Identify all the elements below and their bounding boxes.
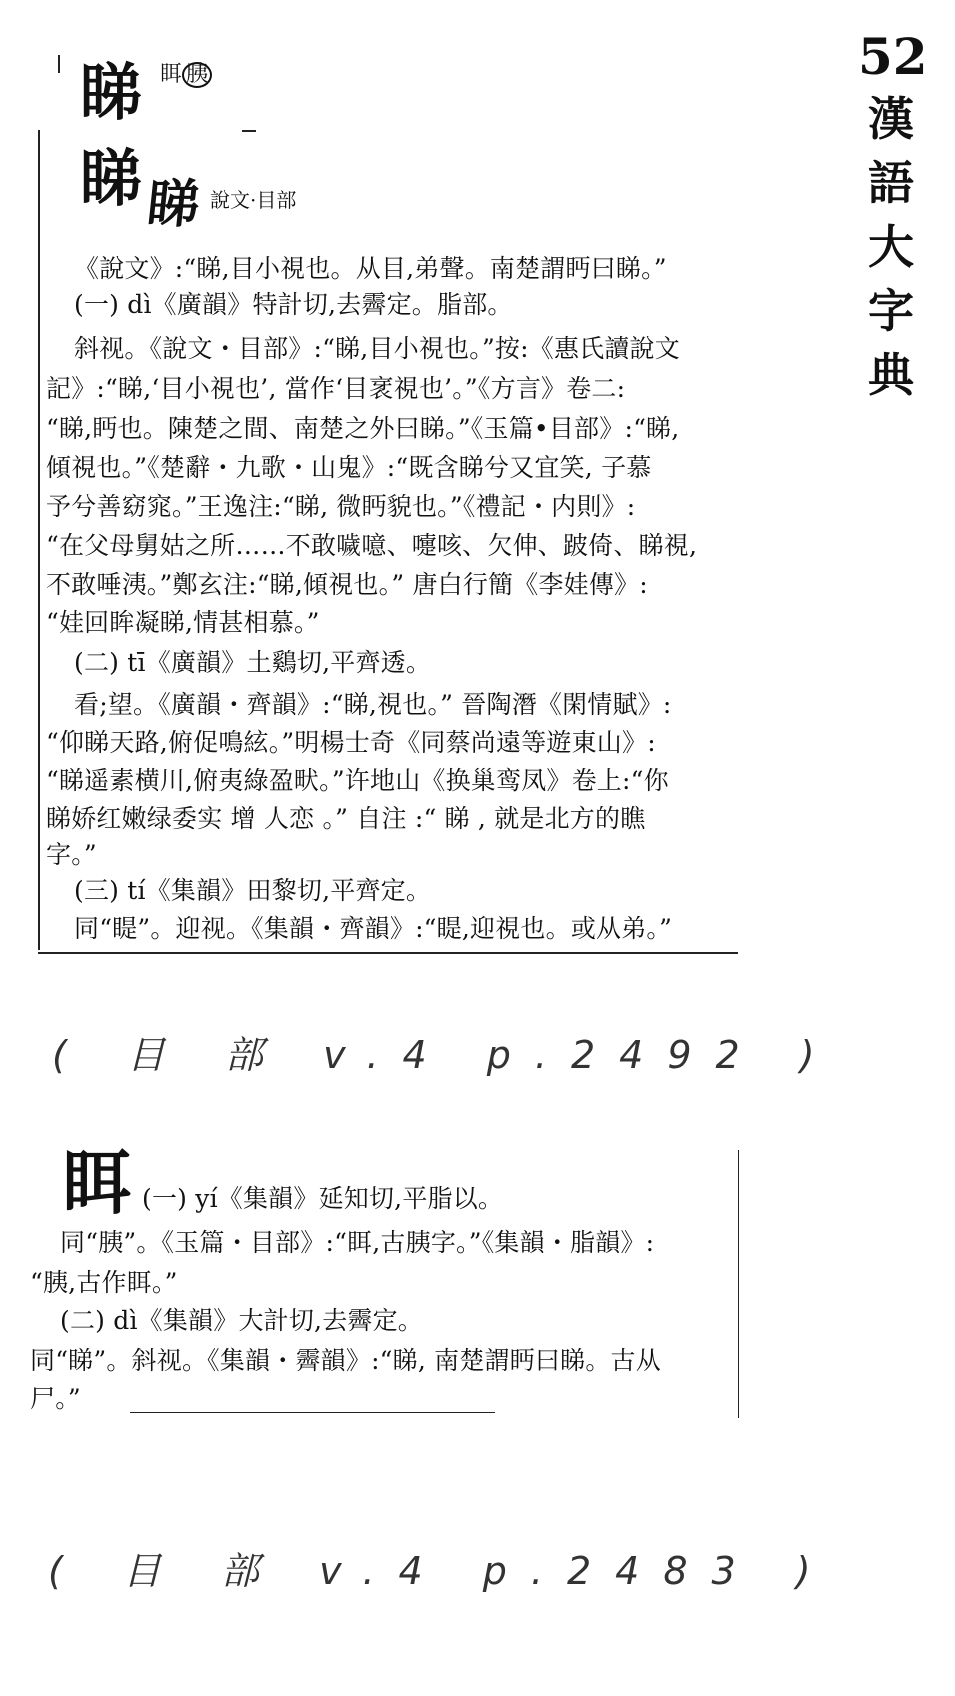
entry1-line-18: 同“睼”。迎视。《集韻・齊韻》:“睼,迎視也。或从弟。” (74, 914, 673, 943)
side-title-char-1: 漢 (868, 92, 914, 146)
side-title-char-4: 字 (868, 284, 914, 338)
entry1-variant-plain: 眲 (160, 62, 183, 87)
entry2-line-6: 尸。” (30, 1384, 81, 1413)
entry1-left-border-long (38, 130, 40, 950)
entry2-right-border (738, 1150, 739, 1418)
entry1-handwritten-reference: ( 目 部 v.4 p.2492 ) (52, 1033, 839, 1077)
entry1-variant-note (160, 62, 212, 88)
entry2-handwritten-reference: ( 目 部 v.4 p.2483 ) (48, 1549, 835, 1593)
entry2-line-2: 同“胰”。《玉篇・目部》:“眲,古胰字。”《集韻・脂韻》: (60, 1228, 655, 1257)
entry1-line-13: “仰睇天路,俯促鳴絃。”明楊士奇《同蔡尚遠等遊東山》: (46, 728, 656, 757)
entry1-left-border (58, 55, 60, 73)
entry2-headword: 眲 (62, 1141, 132, 1224)
entry1-line-16: 字。” (46, 840, 97, 869)
entry1-bottom-border (38, 952, 738, 954)
entry2-line-4: (二) dì《集韻》大計切,去霽定。 (60, 1306, 424, 1335)
entry1-line-5: “睇,眄也。陳楚之間、南楚之外曰睇。”《玉篇•目部》:“睇, (46, 414, 680, 443)
entry1-line-15: 睇娇红嫩绿委实 增 人恋 。” 自注 :“ 睇 , 就是北方的瞧 (46, 804, 646, 833)
entry1-line-3: 斜视。《說文・目部》:“睇,目小視也。”按:《惠氏讀說文 (74, 334, 680, 363)
entry1-line-6: 傾視也。”《楚辭・九歌・山鬼》:“既含睇兮又宜笑, 子慕 (46, 453, 652, 482)
entry1-line-14: “睇遥素横川,俯夷綠盈畎。”许地山《换巢鸾凤》卷上:“你 (46, 766, 669, 795)
entry2-bottom-border (130, 1412, 495, 1413)
side-title-char-3: 大 (868, 220, 914, 274)
entry1-line-10: “娃回眸凝睇,情甚相慕。” (46, 608, 320, 637)
entry1-seal-script-glyph: 睇 (144, 174, 203, 235)
entry1-line-9: 不敢唾洟。”鄭玄注:“睇,傾視也。” 唐白行簡《李娃傳》: (46, 570, 648, 599)
entry1-headword-2: 睇 (80, 142, 143, 215)
entry1-variant-circled: 胰 (182, 62, 212, 88)
side-title-char-5: 典 (868, 348, 914, 402)
entry1-line-2: (一) dì《廣韻》特計切,去霽定。脂部。 (74, 290, 513, 319)
entry1-line-8: “在父母舅姑之所……不敢噦噫、嚏咳、欠伸、跛倚、睇視, (46, 531, 698, 560)
entry1-line-4: 記》:“睇,‘目小視也’, 當作‘目衺視也’。”《方言》卷二: (46, 374, 626, 403)
entry2-line-5: 同“睇”。斜视。《集韻・霽韻》:“睇, 南楚謂眄曰睇。古从 (30, 1346, 661, 1375)
entry1-line-7: 予兮善窈窕。”王逸注:“睇, 微眄貌也。”《禮記・内則》: (46, 492, 636, 521)
entry1-line-17: (三) tí《集韻》田黎切,平齊定。 (74, 876, 432, 905)
page-number: 52 (858, 27, 928, 86)
entry1-seal-source: 說文·目部 (210, 188, 297, 212)
entry2-line-3: “胰,古作眲。” (30, 1268, 178, 1297)
entry1-line-12: 看;望。《廣韻・齊韻》:“睇,視也。” 晉陶潛《閑情賦》: (74, 690, 672, 719)
entry2-line-1: (一) yí《集韻》延知切,平脂以。 (142, 1184, 504, 1213)
side-title-char-2: 語 (868, 156, 914, 210)
entry1-headword: 睇 (80, 56, 143, 129)
entry1-top-dash (242, 130, 256, 132)
entry1-line-11: (二) tī《廣韻》土鷄切,平齊透。 (74, 648, 432, 677)
entry1-line-1: 《說文》:“睇,目小視也。从目,弟聲。南楚謂眄曰睇。” (74, 254, 667, 283)
